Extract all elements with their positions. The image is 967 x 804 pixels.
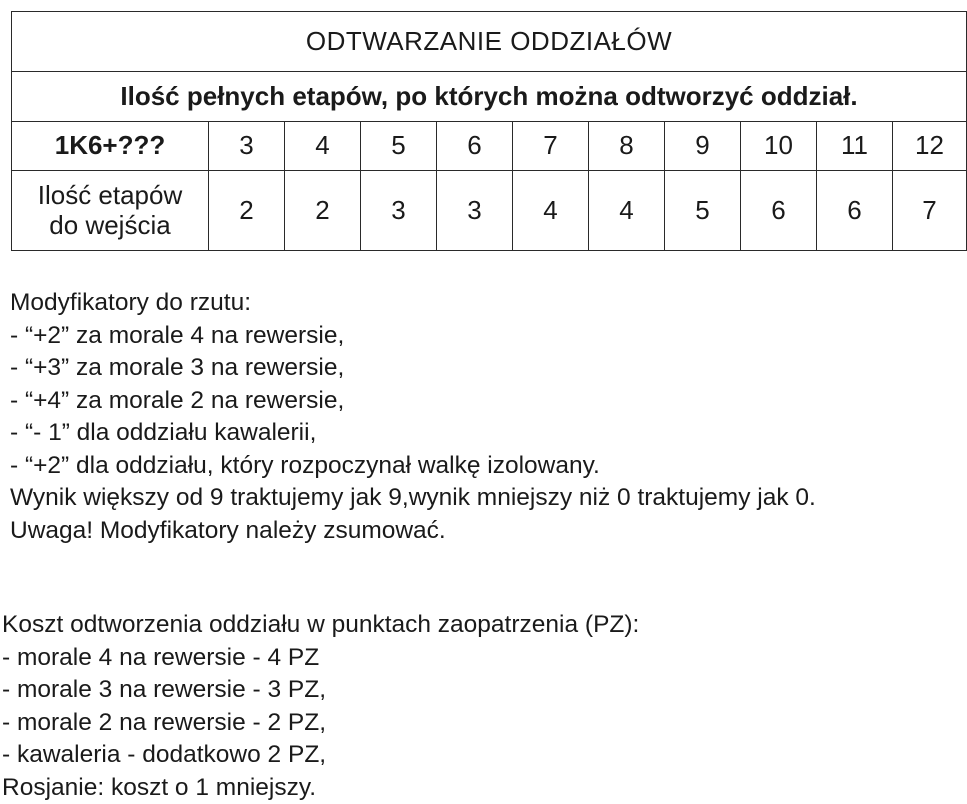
dice-value-cell: 12 [893, 122, 967, 171]
modifier-line: - “+4” za morale 2 na rewersie, [10, 385, 816, 418]
modifiers-heading: Modyfikatory do rzutu: [10, 287, 816, 320]
modifier-rule-line: Wynik większy od 9 traktujemy jak 9,wynik mniejszy niż 0 traktujemy jak 0. [10, 482, 816, 515]
cost-note-line: Rosjanie: koszt o 1 mniejszy. [2, 772, 639, 804]
stages-value-cell: 3 [437, 171, 513, 251]
stages-row-label [12, 171, 209, 251]
cost-section [2, 609, 639, 804]
cost-line: - morale 3 na rewersie - 3 PZ, [2, 674, 639, 707]
regeneration-table [11, 11, 967, 251]
stages-value-cell: 4 [589, 171, 665, 251]
dice-value-cell: 8 [589, 122, 665, 171]
dice-row-label: 1K6+??? [12, 122, 209, 171]
cost-line: - morale 4 na rewersie - 4 PZ [2, 642, 639, 675]
stages-value-cell: 5 [665, 171, 741, 251]
cost-heading: Koszt odtworzenia oddziału w punktach zaopatrzenia (PZ): [2, 609, 639, 642]
stages-value-cell: 3 [361, 171, 437, 251]
stages-value-cell: 2 [285, 171, 361, 251]
modifier-line: - “- 1” dla oddziału kawalerii, [10, 417, 816, 450]
dice-value-cell: 5 [361, 122, 437, 171]
stages-row [12, 171, 967, 251]
cost-line: - morale 2 na rewersie - 2 PZ, [2, 707, 639, 740]
dice-value-cell: 6 [437, 122, 513, 171]
dice-value-cell: 9 [665, 122, 741, 171]
dice-value-cell: 4 [285, 122, 361, 171]
stages-value-cell: 6 [817, 171, 893, 251]
dice-value-cell: 7 [513, 122, 589, 171]
stages-value-cell: 6 [741, 171, 817, 251]
stages-label-line1: Ilość etapów [12, 181, 208, 211]
dice-row [12, 122, 967, 171]
table-title: ODTWARZANIE ODDZIAŁÓW [12, 12, 967, 72]
dice-value-cell: 10 [741, 122, 817, 171]
modifier-line: - “+2” za morale 4 na rewersie, [10, 320, 816, 353]
stages-value-cell: 2 [209, 171, 285, 251]
stages-value-cell: 4 [513, 171, 589, 251]
modifier-line: - “+2” dla oddziału, który rozpoczynał walkę izolowany. [10, 450, 816, 483]
modifiers-section [10, 287, 816, 547]
dice-value-cell: 11 [817, 122, 893, 171]
dice-value-cell: 3 [209, 122, 285, 171]
modifier-line: - “+3” za morale 3 na rewersie, [10, 352, 816, 385]
stages-value-cell: 7 [893, 171, 967, 251]
modifier-note-line: Uwaga! Modyfikatory należy zsumować. [10, 515, 816, 548]
table-subtitle: Ilość pełnych etapów, po których można odtworzyć oddział. [12, 72, 967, 122]
cost-line: - kawaleria - dodatkowo 2 PZ, [2, 739, 639, 772]
stages-label-line2: do wejścia [12, 211, 208, 241]
